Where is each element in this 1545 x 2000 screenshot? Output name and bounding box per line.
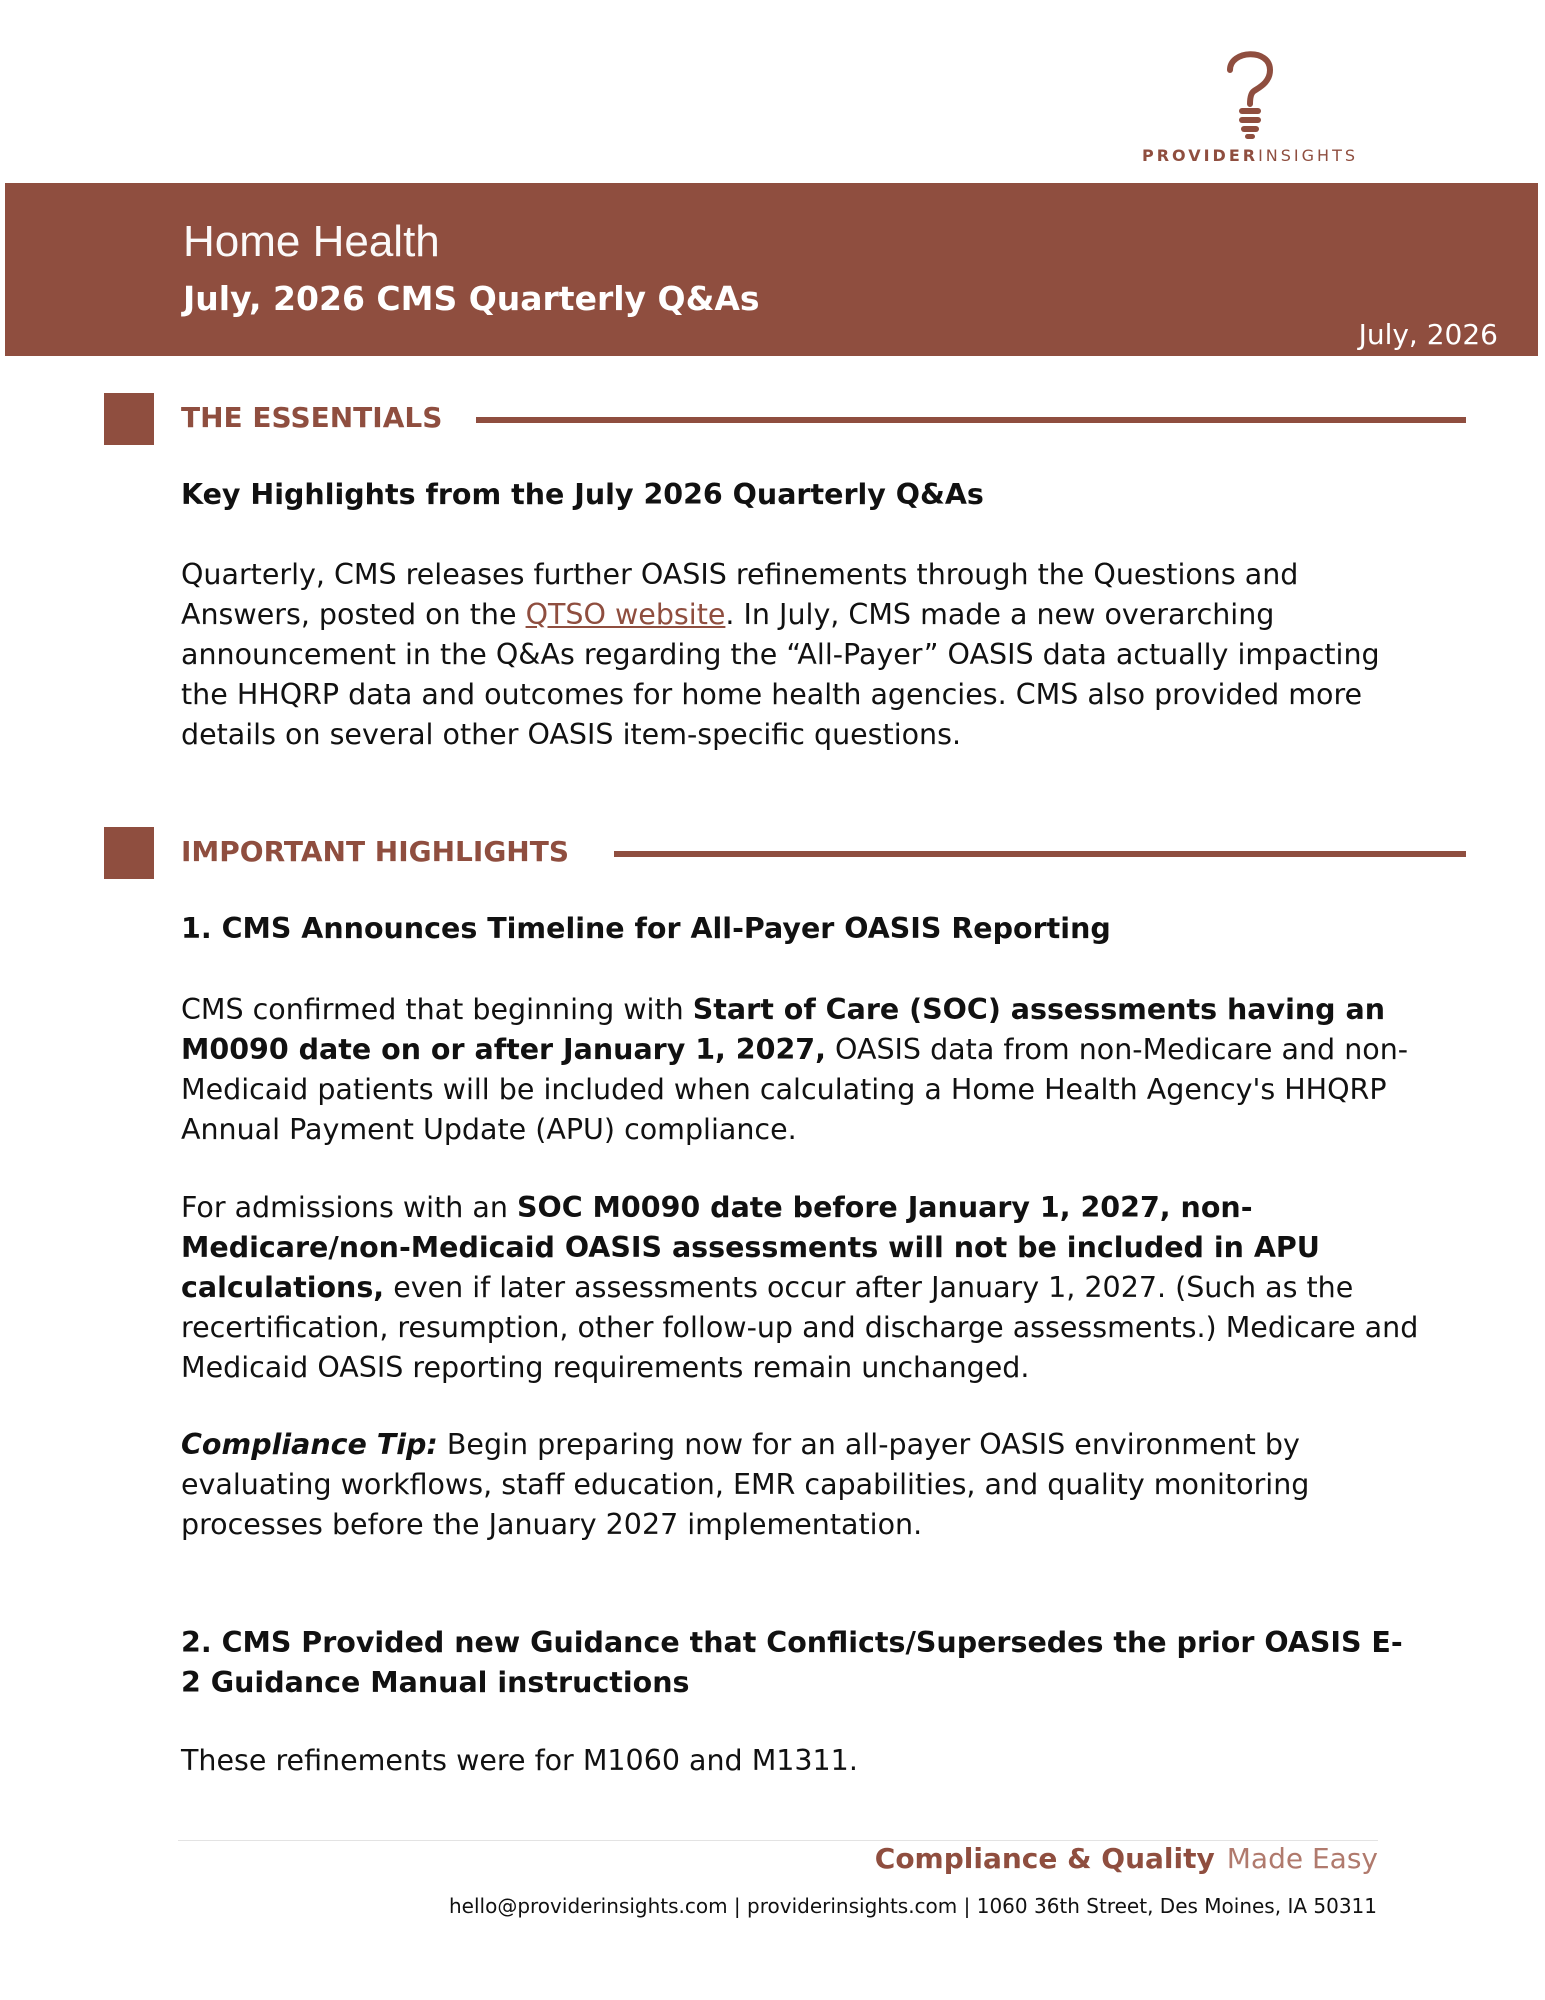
paragraph-text: For admissions with an (181, 1191, 517, 1224)
highlight-2-title-text: 2. CMS Provided new Guidance that Conflicts/Supersedes the prior OASIS E-2 Guidance Manual instructions (181, 1626, 1403, 1699)
banner-date: July, 2026 (1358, 318, 1498, 351)
paragraph-text: OASIS data from non-Medicare and non-Medicaid patients will be included when calculating a Home Health Agency's HHQRP Annual Payment Update (APU) compliance. (181, 1033, 1409, 1146)
paragraph-bold-text: Start of Care (SOC) assessments having an M0090 date on or after January 1, 2027, (181, 993, 1386, 1066)
essentials-subheading-text: Key Highlights from the July 2026 Quarterly Q&As (181, 478, 984, 511)
tagline-light: Made Easy (1226, 1842, 1378, 1875)
logo-wordmark-light: INSIGHTS (1258, 146, 1358, 165)
paragraph-text: CMS confirmed that beginning with (181, 993, 693, 1026)
logo-wordmark-bold: PROVIDER (1141, 146, 1259, 165)
section-divider-line (614, 851, 1466, 857)
footer-tagline (875, 1842, 1378, 1875)
footer-contact-info: hello@providerinsights.com | providerinsights.com | 1060 36th Street, Des Moines, IA 50311 (449, 1894, 1377, 1918)
header-banner (5, 183, 1538, 356)
section-marker-square (104, 393, 154, 445)
section-heading-label: IMPORTANT HIGHLIGHTS (181, 835, 569, 868)
banner-title: July, 2026 CMS Quarterly Q&As (183, 279, 760, 318)
highlight-1-paragraph-2 (181, 1188, 1421, 1388)
essentials-subheading (181, 475, 1421, 515)
paragraph-text: even if later assessments occur after January 1, 2027. (Such as the recertification, resumption, other follow-up and discharge assessments.) Medicare and Medicaid OASIS reporting requirements remain unchanged. (181, 1271, 1419, 1384)
section-divider-line (476, 417, 1466, 423)
provider-insights-logo (1130, 42, 1370, 165)
lightbulb-question-icon (1220, 42, 1280, 140)
paragraph-bold-text: SOC M0090 date before January 1, 2027, non-Medicare/non-Medicaid OASIS assessments will not be included in APU calculations, (181, 1191, 1320, 1304)
logo-wordmark (1130, 146, 1370, 165)
compliance-tip (181, 1425, 1421, 1545)
section-marker-square (104, 827, 154, 879)
highlight-2-title (181, 1623, 1421, 1703)
highlight-1-title (181, 909, 1421, 949)
compliance-tip-label: Compliance Tip: (181, 1428, 438, 1461)
footer-divider (178, 1840, 1378, 1841)
section-heading-label: THE ESSENTIALS (181, 401, 443, 434)
highlight-1-paragraph-1 (181, 990, 1421, 1150)
highlight-1-title-text: 1. CMS Announces Timeline for All-Payer OASIS Reporting (181, 912, 1111, 945)
banner-kicker: Home Health (183, 217, 440, 266)
highlight-2-paragraph: These refinements were for M1060 and M1311. (181, 1744, 858, 1777)
section-heading-essentials (104, 393, 1466, 445)
qtso-website-link[interactable]: QTSO website (525, 598, 726, 631)
tagline-bold: Compliance & Quality (874, 1842, 1215, 1875)
essentials-text-after-link: . In July, CMS made a new overarching announcement in the Q&As regarding the “All-Payer” OASIS data actually impacting the HHQRP data and outcomes for home health agencies. CMS also provided more details on several other OASIS item-specific questions. (181, 598, 1380, 751)
section-heading-highlights (104, 827, 1466, 879)
compliance-tip-text: Begin preparing now for an all-payer OASIS environment by evaluating workflows, staff education, EMR capabilities, and quality monitoring processes before the January 2027 implementation. (181, 1428, 1310, 1541)
essentials-text-before-link: Quarterly, CMS releases further OASIS refinements through the Questions and Answers, posted on the (181, 558, 1299, 631)
essentials-paragraph (181, 555, 1421, 755)
